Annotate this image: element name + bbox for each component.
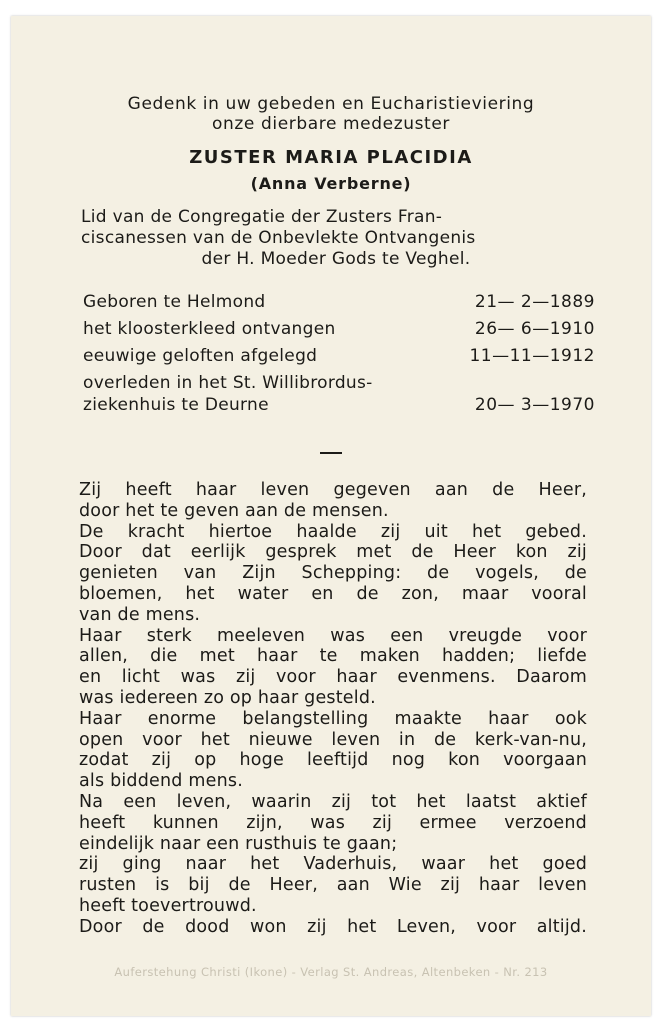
congregation-line: ciscanessen van de Onbevlekte Ontvangenis	[81, 228, 476, 248]
eulogy-line: eindelijk naar een rusthuis te gaan;	[79, 833, 398, 854]
eulogy-line: Zij heeft haar leven gegeven aan de Heer,	[79, 480, 587, 500]
congregation-line: Lid van de Congregatie der Zusters Fran-	[81, 207, 443, 227]
date-value: 21— 2—1889	[474, 292, 595, 312]
congregation-line: der H. Moeder Gods te Veghel.	[201, 249, 471, 269]
eulogy-text	[79, 480, 587, 938]
date-label: ziekenhuis te Deurne	[83, 395, 269, 415]
date-row	[83, 319, 595, 346]
date-value: 20— 3—1970	[474, 395, 595, 415]
deceased-name: ZUSTER MARIA PLACIDIA	[189, 147, 473, 168]
congregation-text	[81, 207, 591, 270]
eulogy-line: zij ging naar het Vaderhuis, waar het goed	[79, 854, 587, 875]
eulogy-line: Door dat eerlijk gesprek met de Heer kon zij	[79, 542, 587, 563]
eulogy-line: bloemen, het water en de zon, maar vooral	[79, 583, 587, 604]
date-row	[83, 292, 595, 319]
eulogy-line: rusten is bij de Heer, aan Wie zij haar leven	[79, 875, 587, 896]
eulogy-line: van de mens.	[79, 604, 201, 625]
eulogy-line: Door de dood won zij het Leven, voor altijd.	[79, 916, 587, 937]
eulogy-line: Na een leven, waarin zij tot het laatst aktief	[79, 791, 587, 812]
eulogy-line: Haar enorme belangstelling maakte haar ook	[79, 708, 587, 729]
eulogy-line: en licht was zij voor haar evenmens. Daarom	[79, 667, 587, 688]
date-label: Geboren te Helmond	[83, 292, 266, 312]
eulogy-line: De kracht hiertoe haalde zij uit het gebed.	[79, 521, 587, 542]
eulogy-line: heeft kunnen zijn, was zij ermee verzoend	[79, 812, 587, 833]
eulogy-line: genieten van Zijn Schepping: de vogels, de	[79, 563, 587, 584]
eulogy-line: als biddend mens.	[79, 771, 243, 792]
memorial-card	[11, 16, 651, 1016]
date-label: overleden in het St. Willibrordus-	[83, 373, 373, 393]
eulogy-line: heeft toevertrouwd.	[79, 895, 257, 916]
eulogy-line: door het te geven aan de mensen.	[79, 500, 389, 521]
eulogy-line: was iedereen zo op haar gesteld.	[79, 687, 376, 708]
date-row	[83, 373, 595, 395]
eulogy-line: open voor het nieuwe leven in de kerk-van-nu,	[79, 729, 587, 750]
date-value: 26— 6—1910	[474, 319, 595, 339]
publisher-footer: Auferstehung Christi (Ikone) - Verlag St. Andreas, Altenbeken - Nr. 213	[114, 965, 548, 979]
date-row	[83, 346, 595, 373]
section-divider	[320, 452, 342, 454]
date-label: eeuwige geloften afgelegd	[83, 346, 318, 366]
birth-name: (Anna Verberne)	[250, 174, 412, 193]
dates-list	[83, 292, 595, 422]
dedication-line-1: Gedenk in uw gebeden en Eucharistieviering	[127, 94, 535, 114]
date-label: het kloosterkleed ontvangen	[83, 319, 336, 339]
eulogy-line: Haar sterk meeleven was een vreugde voor	[79, 625, 587, 646]
eulogy-line: zodat zij op hoge leeftijd nog kon voorgaan	[79, 750, 587, 771]
date-row	[83, 395, 595, 422]
eulogy-line: allen, die met haar te maken hadden; liefde	[79, 646, 587, 667]
date-value: 11—11—1912	[469, 346, 595, 366]
dedication-line-2: onze dierbare medezuster	[212, 114, 450, 134]
